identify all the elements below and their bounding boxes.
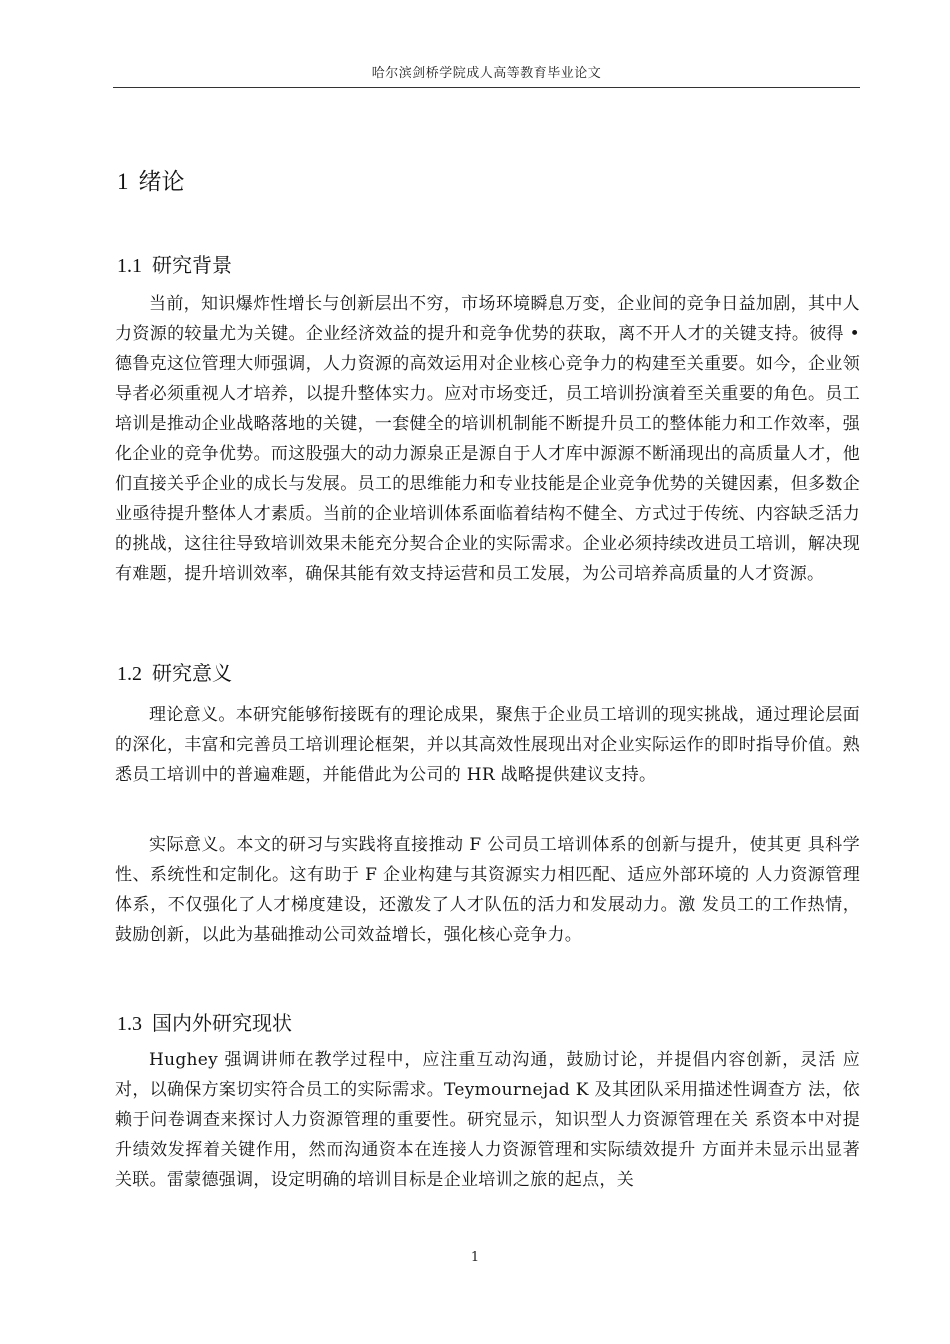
chapter-heading [117, 163, 185, 196]
section-number: 1.2 [117, 663, 142, 685]
page-number: 1 [470, 1250, 480, 1265]
section-number: 1.3 [117, 1013, 142, 1035]
section-number: 1.1 [117, 255, 142, 277]
paragraph-practical-significance: 实际意义。本文的研习与实践将直接推动 F 公司员工培训体系的创新与提升，使其更 具科学性、系统性和定制化。这有助于 F 企业构建与其资源实力相匹配、适应外部环境的 人力资源管理体系，不仅强化了人才梯度建设，还激发了人才队伍的活力和发展动力。激 发员工的工作热情，鼓励创新，以此为基础推动公司效益增长，强化核心竞争力。 [115, 835, 860, 945]
section-title: 国内外研究现状 [152, 1011, 292, 1035]
section-heading-1-2 [117, 657, 232, 686]
section-title: 研究背景 [152, 253, 232, 277]
section-heading-1-3 [117, 1007, 292, 1036]
header-rule [113, 87, 860, 88]
chapter-number: 1 [117, 169, 129, 194]
section-title: 研究意义 [152, 661, 232, 685]
paragraph-research-background: 当前，知识爆炸性增长与创新层出不穷，市场环境瞬息万变，企业间的竞争日益加剧，其中人力资源的较量尤为关键。企业经济效益的提升和竞争优势的获取，离不开人才的关键支持。彼得 •德鲁克这位管理大师强调，人力资源的高效运用对企业核心竞争力的构建至关重要。如今，企业领导者必须重视人才培养，以提升整体实力。应对市场变迁，员工培训扮演着至关重要的角色。员工培训是推动企业战略落地的关键，一套健全的培训机制能不断提升员工的整体能力和工作效率，强化企业的竞争优势。而这股强大的动力源泉正是源自于人才库中源源不断涌现出的高质量人才，他们直接关乎企业的成长与发展。员工的思维能力和专业技能是企业竞争优势的关键因素，但多数企业亟待提升整体人才素质。当前的企业培训体系面临着结构不健全、方式过于传统、内容缺乏活力的挑战，这往往导致培训效果未能充分契合企业的实际需求。企业必须持续改进员工培训，解决现有难题，提升培训效率，确保其能有效支持运营和员工发展，为公司培养高质量的人才资源。 [115, 294, 860, 584]
paragraph-research-status: Hughey 强调讲师在教学过程中，应注重互动沟通，鼓励讨论，并提倡内容创新，灵活 应对，以确保方案切实符合员工的实际需求。Teymournejad K 及其团队采用描述性调查方 法，依赖于问卷调查来探讨人力资源管理的重要性。研究显示，知识型人力资源管理在关 系资本中对提升绩效发挥着关键作用，然而沟通资本在连接人力资源管理和实际绩效提升 方面并未显示出显著关联。雷蒙德强调，设定明确的培训目标是企业培训之旅的起点，关 [115, 1050, 860, 1190]
paragraph-theoretical-significance: 理论意义。本研究能够衔接既有的理论成果，聚焦于企业员工培训的现实挑战，通过理论层面的深化，丰富和完善员工培训理论框架，并以其高效性展现出对企业实际运作的即时指导价值。熟悉员工培训中的普遍难题，并能借此为公司的 HR 战略提供建议支持。 [115, 705, 860, 785]
running-header: 哈尔滨剑桥学院成人高等教育毕业论文 [371, 66, 602, 81]
chapter-title: 绪论 [138, 169, 185, 195]
